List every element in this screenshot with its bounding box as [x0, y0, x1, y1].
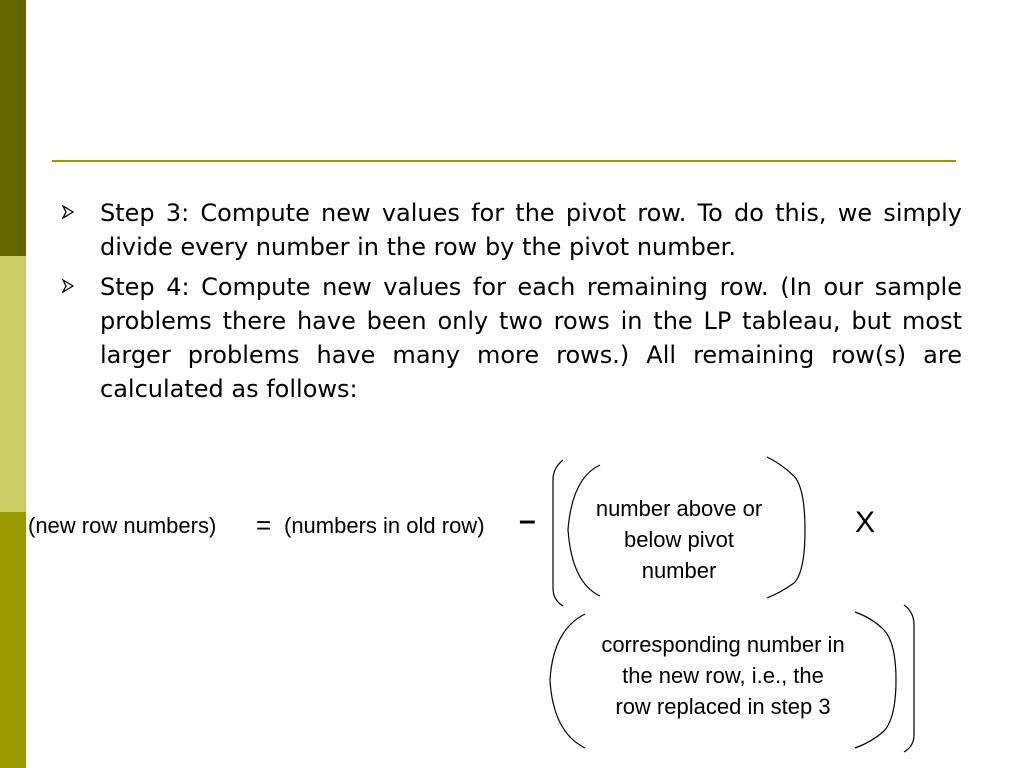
box-line: row replaced in step 3 [615, 694, 831, 719]
formula-times: X [855, 506, 876, 539]
formula-equals: = [256, 510, 272, 540]
outer-bracket-left [553, 460, 563, 606]
box-line: below pivot [623, 527, 735, 552]
outer-bracket-right [904, 605, 914, 752]
bullet-text: Step 4: Compute new values for each remaining row. (In our sample problems there have been only two rows in the LP tableau, but most larger problems have many more rows.) All remaining row(s) are calculated as follows: [100, 273, 962, 403]
box1-paren-right [767, 457, 805, 598]
box1-paren-left [568, 465, 600, 596]
box-line: number [641, 558, 717, 583]
formula-lhs: (new row numbers) [28, 513, 217, 538]
box2-paren-left [550, 614, 585, 748]
formula-minus: – [519, 504, 536, 537]
box-line: corresponding number in [601, 632, 845, 657]
bullet-text: Step 3: Compute new values for the pivot row. To do this, we simply divide every number in the row by the pivot number. [100, 199, 962, 261]
box2-paren-right [855, 612, 896, 748]
box-line: number above or [595, 496, 763, 521]
box-line: the new row, i.e., the [622, 663, 824, 688]
formula-old-row: (numbers in old row) [284, 513, 485, 538]
